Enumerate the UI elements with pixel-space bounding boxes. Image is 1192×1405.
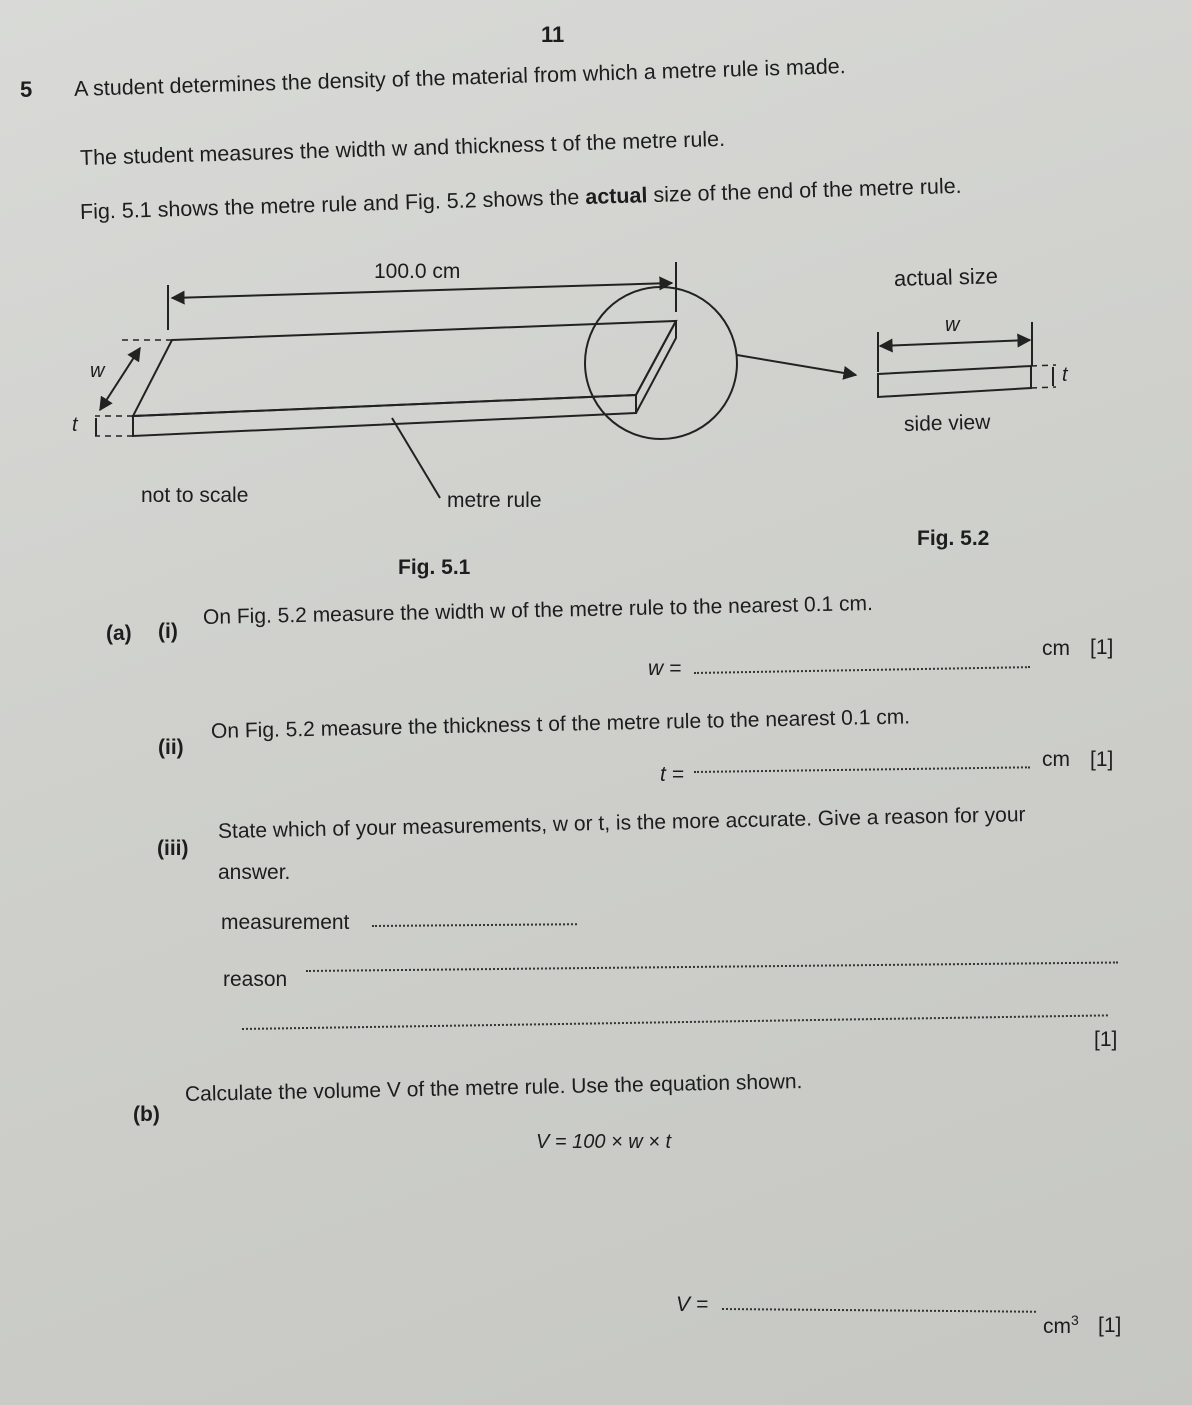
part-a-ii-label: (ii): [158, 736, 184, 759]
t-unit: cm: [1042, 748, 1070, 771]
v-unit-base: cm: [1043, 1315, 1071, 1338]
measurement-label: measurement: [221, 911, 350, 934]
intro-line-1: A student determines the density of the material from which a metre rule is made.: [73, 54, 846, 101]
length-arrow: [172, 283, 672, 298]
intro-line-3-bold: actual: [584, 183, 648, 209]
part-b-label: (b): [133, 1103, 160, 1126]
t-answer-prefix: t =: [660, 763, 684, 786]
part-a-iii-label: (iii): [157, 837, 189, 860]
side-view-rectangle: [878, 366, 1031, 397]
part-b-marks: [1]: [1098, 1314, 1122, 1337]
intro-line-3-end: size of the end of the metre rule.: [647, 173, 962, 208]
actual-size-label: actual size: [893, 263, 999, 291]
w-answer-prefix: w =: [648, 657, 682, 680]
side-view-label: side view: [903, 410, 991, 436]
question-number: 5: [20, 77, 33, 102]
length-label: 100.0 cm: [374, 260, 461, 283]
page-number: 11: [541, 22, 565, 47]
fig52-drawing: [878, 322, 1056, 397]
rule-front-face: [133, 395, 636, 436]
metre-rule-pointer: [392, 418, 440, 498]
rule-end-face: [636, 321, 676, 413]
fig51-caption: Fig. 5.1: [398, 556, 471, 579]
t-label: t: [72, 414, 78, 436]
fig52-t-label: t: [1062, 364, 1068, 386]
part-a-iii-question-line-2: answer.: [218, 861, 291, 884]
part-a-ii-question: On Fig. 5.2 measure the thickness t of the metre rule to the nearest 0.1 cm.: [210, 705, 911, 743]
fig52-caption: Fig. 5.2: [917, 527, 990, 550]
w-marks: [1]: [1090, 636, 1114, 659]
part-b-question: Calculate the volume V of the metre rule. Use the equation shown.: [184, 1070, 803, 1106]
part-a-label: (a): [106, 622, 132, 645]
v-unit-power: 3: [1071, 1312, 1079, 1328]
w-arrow: [100, 348, 140, 410]
intro-line-3-start: Fig. 5.1 shows the metre rule and Fig. 5.2 shows the: [79, 185, 586, 224]
fig52-t-dash-bottom: [1031, 387, 1056, 388]
t-marks: [1]: [1090, 748, 1114, 771]
part-a-i-question: On Fig. 5.2 measure the width w of the metre rule to the nearest 0.1 cm.: [202, 591, 874, 629]
fig52-t-dash-top: [1031, 365, 1056, 366]
w-label: w: [90, 360, 105, 382]
not-to-scale-label: not to scale: [141, 484, 249, 507]
part-a-iii-marks: [1]: [1094, 1028, 1118, 1051]
fig52-w-label: w: [945, 314, 960, 336]
part-a-i-label: (i): [158, 620, 178, 643]
metre-rule-label: metre rule: [447, 489, 542, 512]
part-a-iii-question-line-1: State which of your measurements, w or t, is the more accurate. Give a reason for your: [217, 803, 1026, 843]
reason-label: reason: [223, 968, 288, 991]
w-unit: cm: [1042, 637, 1070, 660]
v-answer-prefix: V =: [676, 1293, 709, 1316]
fig52-w-arrow: [880, 340, 1030, 346]
v-unit: [1043, 1312, 1079, 1339]
volume-equation: V = 100 × w × t: [536, 1131, 672, 1153]
intro-line-2: The student measures the width w and thickness t of the metre rule.: [79, 126, 726, 170]
fig51-drawing: [95, 262, 856, 498]
magnify-arrow: [737, 355, 856, 375]
magnify-circle: [585, 287, 737, 439]
